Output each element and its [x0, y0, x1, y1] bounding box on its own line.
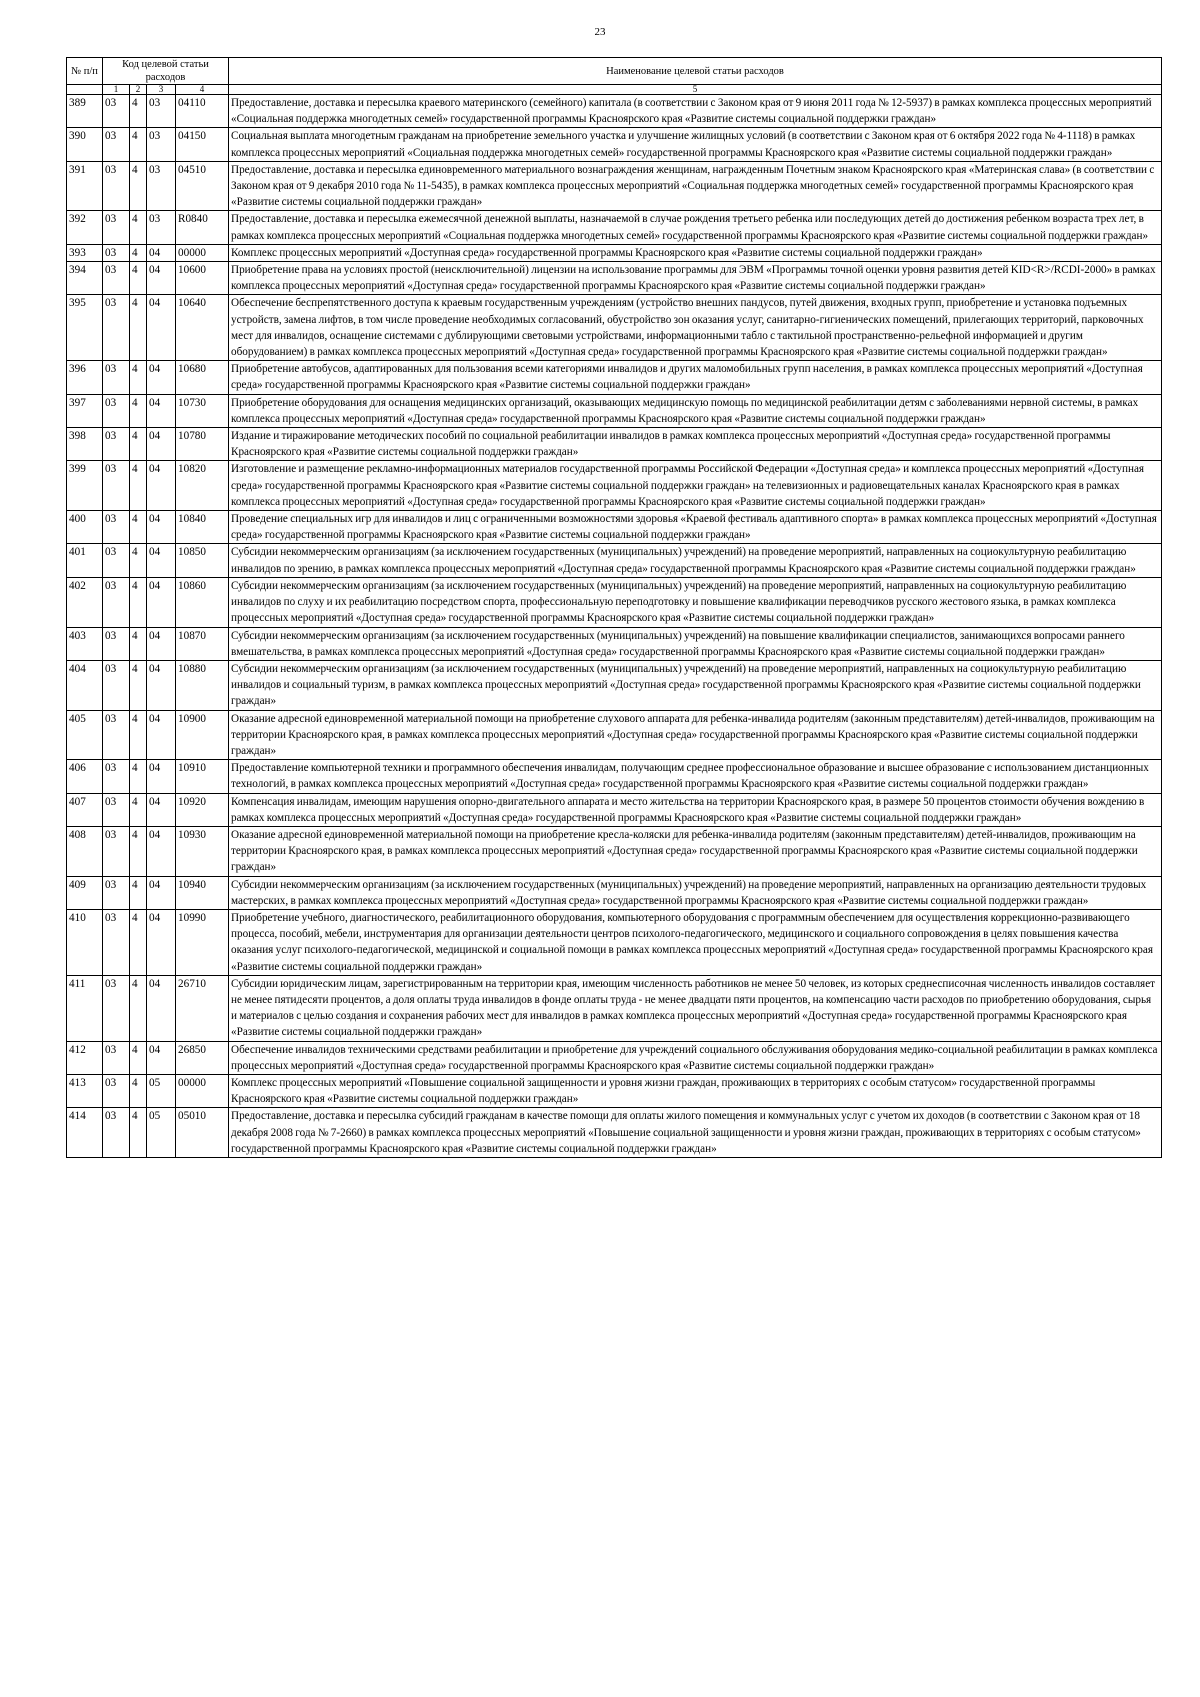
code-part-3: 04: [147, 262, 176, 295]
row-number: 393: [67, 244, 103, 261]
code-part-4: 10820: [176, 461, 229, 511]
code-part-2: 4: [130, 760, 147, 793]
table-row: [67, 295, 1162, 361]
table-row: [67, 710, 1162, 760]
row-number: 399: [67, 461, 103, 511]
table-row: [67, 1041, 1162, 1074]
code-part-3: 03: [147, 128, 176, 161]
code-part-4: 10780: [176, 428, 229, 461]
code-part-1: 03: [103, 161, 130, 211]
row-number: 402: [67, 577, 103, 627]
header-num: № п/п: [67, 58, 103, 85]
code-part-1: 03: [103, 760, 130, 793]
code-part-1: 03: [103, 1074, 130, 1107]
column-index: 3: [147, 85, 176, 95]
row-number: 389: [67, 95, 103, 128]
code-part-2: 4: [130, 128, 147, 161]
code-part-3: 04: [147, 793, 176, 826]
code-part-1: 03: [103, 876, 130, 909]
code-part-2: 4: [130, 394, 147, 427]
column-index-row: [67, 85, 1162, 95]
code-part-1: 03: [103, 128, 130, 161]
code-part-4: 10930: [176, 826, 229, 876]
row-number: 409: [67, 876, 103, 909]
expenditure-name: Изготовление и размещение рекламно-информационных материалов государственной программы Российской Федерации «Доступная среда» и комплекса процессных мероприятий «Доступная среда» государственной программы Красноярского края «Развитие системы социальной поддержки граждан» на телевизионных и радиовещательных каналах Красноярского края в рамках комплекса процессных мероприятий «Доступная среда» государственной программы Красноярского края «Развитие системы социальной поддержки граждан»: [229, 461, 1162, 511]
code-part-4: 04510: [176, 161, 229, 211]
code-part-3: 04: [147, 394, 176, 427]
code-part-2: 4: [130, 876, 147, 909]
code-part-4: 04150: [176, 128, 229, 161]
table-row: [67, 211, 1162, 244]
row-number: 398: [67, 428, 103, 461]
code-part-2: 4: [130, 577, 147, 627]
code-part-1: 03: [103, 394, 130, 427]
expenditure-name: Предоставление, доставка и пересылка единовременного материального вознаграждения женщинам, награжденным Почетным знаком Красноярского края «Материнская слава» (в соответствии с Законом края от 9 декабря 2010 года № 11-5435), в рамках комплекса процессных мероприятий «Социальная поддержка многодетных семей» государственной программы Красноярского края «Развитие системы социальной поддержки граждан»: [229, 161, 1162, 211]
table-row: [67, 361, 1162, 394]
code-part-1: 03: [103, 660, 130, 710]
code-part-4: 10850: [176, 544, 229, 577]
table-row: [67, 975, 1162, 1041]
code-part-1: 03: [103, 909, 130, 975]
code-part-1: 03: [103, 710, 130, 760]
row-number: 407: [67, 793, 103, 826]
code-part-3: 04: [147, 244, 176, 261]
code-part-4: 05010: [176, 1108, 229, 1158]
expenditure-name: Субсидии некоммерческим организациям (за исключением государственных (муниципальных) учреждений) на проведение мероприятий, направленных на организацию деятельности трудовых мастерских, в рамках комплекса процессных мероприятий «Доступная среда» государственной программы Красноярского края «Развитие системы социальной поддержки граждан»: [229, 876, 1162, 909]
code-part-2: 4: [130, 211, 147, 244]
code-part-2: 4: [130, 161, 147, 211]
code-part-3: 04: [147, 975, 176, 1041]
page-number: 23: [594, 26, 606, 38]
row-number: 394: [67, 262, 103, 295]
code-part-1: 03: [103, 975, 130, 1041]
table-row: [67, 244, 1162, 261]
code-part-2: 4: [130, 262, 147, 295]
code-part-1: 03: [103, 577, 130, 627]
code-part-2: 4: [130, 627, 147, 660]
table-row: [67, 1074, 1162, 1107]
code-part-4: 10920: [176, 793, 229, 826]
table-row: [67, 428, 1162, 461]
code-part-4: 10990: [176, 909, 229, 975]
code-part-2: 4: [130, 1041, 147, 1074]
code-part-1: 03: [103, 627, 130, 660]
code-part-3: 04: [147, 577, 176, 627]
row-number: 390: [67, 128, 103, 161]
row-number: 408: [67, 826, 103, 876]
expenditure-name: Издание и тиражирование методических пособий по социальной реабилитации инвалидов в рамках комплекса процессных мероприятий «Доступная среда» государственной программы Красноярского края «Развитие системы социальной поддержки граждан»: [229, 428, 1162, 461]
expenditure-name: Предоставление, доставка и пересылка краевого материнского (семейного) капитала (в соответствии с Законом края от 9 июня 2011 года № 12-5937) в рамках комплекса процессных мероприятий «Социальная поддержка многодетных семей» государственной программы Красноярского края «Развитие системы социальной поддержки граждан»: [229, 95, 1162, 128]
row-number: 401: [67, 544, 103, 577]
code-part-3: 04: [147, 876, 176, 909]
column-index: 4: [176, 85, 229, 95]
row-number: 405: [67, 710, 103, 760]
row-number: 413: [67, 1074, 103, 1107]
column-index: 2: [130, 85, 147, 95]
expenditure-name: Проведение специальных игр для инвалидов и лиц с ограниченными возможностями здоровья «Краевой фестиваль адаптивного спорта» в рамках комплекса процессных мероприятий «Доступная среда» государственной программы Красноярского края «Развитие системы социальной поддержки граждан»: [229, 511, 1162, 544]
table-row: [67, 760, 1162, 793]
table-row: [67, 95, 1162, 128]
code-part-3: 03: [147, 161, 176, 211]
table-row: [67, 909, 1162, 975]
code-part-1: 03: [103, 95, 130, 128]
code-part-2: 4: [130, 244, 147, 261]
row-number: 396: [67, 361, 103, 394]
code-part-4: 10730: [176, 394, 229, 427]
code-part-1: 03: [103, 511, 130, 544]
row-number: 404: [67, 660, 103, 710]
expenditure-name: Субсидии некоммерческим организациям (за исключением государственных (муниципальных) учреждений) на проведение мероприятий, направленных на социокультурную реабилитацию инвалидов по слуху и их реабилитацию посредством спорта, профессиональную переподготовку и повышение квалификации переводчиков русского жестового языка, в рамках комплекса процессных мероприятий «Доступная среда» государственной программы Красноярского края «Развитие системы социальной поддержки граждан»: [229, 577, 1162, 627]
table-row: [67, 876, 1162, 909]
code-part-1: 03: [103, 793, 130, 826]
row-number: 395: [67, 295, 103, 361]
expenditure-name: Оказание адресной единовременной материальной помощи на приобретение слухового аппарата для ребенка-инвалида родителям (законным представителям) детей-инвалидов, проживающим на территории Красноярского края, в рамках комплекса процессных мероприятий «Доступная среда» государственной программы Красноярского края «Развитие системы социальной поддержки граждан»: [229, 710, 1162, 760]
expenditure-name: Обеспечение беспрепятственного доступа к краевым государственным учреждениям (устройство внешних пандусов, путей движения, входных групп, приобретение и установка подъемных устройств, замена лифтов, в том числе проведение необходимых согласований, обустройство зон оказания услуг, санитарно-гигиенических помещений, прилегающих территорий, парковочных мест для инвалидов, оснащение системами с дублирующими световыми устройствами, информационными табло с тактильной пространственно-рельефной информацией и другим оборудованием) в рамках комплекса процессных мероприятий «Доступная среда» государственной программы Красноярского края «Развитие системы социальной поддержки граждан»: [229, 295, 1162, 361]
code-part-2: 4: [130, 361, 147, 394]
expenditure-name: Субсидии некоммерческим организациям (за исключением государственных (муниципальных) учреждений) на повышение квалификации специалистов, занимающихся вопросами раннего вмешательства, в рамках комплекса процессных мероприятий «Доступная среда» государственной программы Красноярского края «Развитие системы социальной поддержки граждан»: [229, 627, 1162, 660]
code-part-4: 26850: [176, 1041, 229, 1074]
code-part-4: 10840: [176, 511, 229, 544]
table-row: [67, 627, 1162, 660]
row-number: 412: [67, 1041, 103, 1074]
code-part-3: 04: [147, 361, 176, 394]
code-part-3: 04: [147, 461, 176, 511]
code-part-1: 03: [103, 244, 130, 261]
code-part-1: 03: [103, 1108, 130, 1158]
table-row: [67, 262, 1162, 295]
code-part-2: 4: [130, 1108, 147, 1158]
code-part-2: 4: [130, 95, 147, 128]
expenditure-name: Субсидии некоммерческим организациям (за исключением государственных (муниципальных) учреждений) на проведение мероприятий, направленных на социокультурную реабилитацию инвалидов по зрению, в рамках комплекса процессных мероприятий «Доступная среда» государственной программы Красноярского края «Развитие системы социальной поддержки граждан»: [229, 544, 1162, 577]
row-number: 411: [67, 975, 103, 1041]
column-index: 1: [103, 85, 130, 95]
code-part-3: 04: [147, 826, 176, 876]
code-part-4: 10600: [176, 262, 229, 295]
code-part-3: 04: [147, 295, 176, 361]
expenditure-name: Обеспечение инвалидов техническими средствами реабилитации и приобретение для учреждений социального обслуживания оборудования медико-социальной реабилитации в рамках комплекса процессных мероприятий «Доступная среда» государственной программы Красноярского края «Развитие системы социальной поддержки граждан»: [229, 1041, 1162, 1074]
code-part-4: 10900: [176, 710, 229, 760]
row-number: 403: [67, 627, 103, 660]
row-number: 391: [67, 161, 103, 211]
table-row: [67, 161, 1162, 211]
code-part-3: 04: [147, 660, 176, 710]
code-part-1: 03: [103, 544, 130, 577]
column-index: 5: [229, 85, 1162, 95]
code-part-2: 4: [130, 975, 147, 1041]
code-part-3: 04: [147, 627, 176, 660]
code-part-1: 03: [103, 211, 130, 244]
target-expenditure-table: [66, 57, 1162, 1158]
expenditure-name: Социальная выплата многодетным гражданам на приобретение земельного участка и улучшение жилищных условий (в соответствии с Законом края от 6 октября 2022 года № 4-1118) в рамках комплекса процессных мероприятий «Социальная поддержка многодетных семей» государственной программы Красноярского края «Развитие системы социальной поддержки граждан»: [229, 128, 1162, 161]
table-body: [67, 95, 1162, 1158]
code-part-3: 04: [147, 1041, 176, 1074]
code-part-4: 10940: [176, 876, 229, 909]
code-part-2: 4: [130, 909, 147, 975]
code-part-4: 00000: [176, 1074, 229, 1107]
column-index: [67, 85, 103, 95]
expenditure-name: Предоставление, доставка и пересылка ежемесячной денежной выплаты, назначаемой в случае рождения третьего ребенка или последующих детей до достижения ребенком возраста трех лет, в рамках комплекса процессных мероприятий «Социальная поддержка многодетных семей» государственной программы Красноярского края «Развитие системы социальной поддержки граждан»: [229, 211, 1162, 244]
expenditure-name: Приобретение учебного, диагностического, реабилитационного оборудования, компьютерного оборудования с программным обеспечением для осуществления коррекционно-развивающего процесса, пособий, мебели, инструментария для организации деятельности центров психолого-педагогического, медицинского и социального сопровождения в целях повышения качества оказания услуг психолого-педагогической, медицинской и социальной помощи в рамках комплекса процессных мероприятий «Доступная среда» государственной программы Красноярского края «Развитие системы социальной поддержки граждан»: [229, 909, 1162, 975]
table-row: [67, 461, 1162, 511]
code-part-2: 4: [130, 660, 147, 710]
code-part-4: 10860: [176, 577, 229, 627]
row-number: 410: [67, 909, 103, 975]
row-number: 392: [67, 211, 103, 244]
table-row: [67, 394, 1162, 427]
code-part-4: 26710: [176, 975, 229, 1041]
table-row: [67, 511, 1162, 544]
code-part-1: 03: [103, 1041, 130, 1074]
code-part-3: 05: [147, 1074, 176, 1107]
table-row: [67, 1108, 1162, 1158]
expenditure-name: Предоставление, доставка и пересылка субсидий гражданам в качестве помощи для оплаты жилого помещения и коммунальных услуг с учетом их доходов (в соответствии с Законом края от 18 декабря 2008 года № 7-2660) в рамках комплекса процессных мероприятий «Повышение социальной защищенности и уровня жизни граждан, проживающих в территориях с особым статусом» государственной программы Красноярского края «Развитие системы социальной поддержки граждан»: [229, 1108, 1162, 1158]
table-row: [67, 128, 1162, 161]
expenditure-name: Приобретение автобусов, адаптированных для пользования всеми категориями инвалидов и других маломобильных групп населения, в рамках комплекса процессных мероприятий «Доступная среда» государственной программы Красноярского края «Развитие системы социальной поддержки граждан»: [229, 361, 1162, 394]
row-number: 397: [67, 394, 103, 427]
code-part-1: 03: [103, 361, 130, 394]
code-part-4: 04110: [176, 95, 229, 128]
code-part-3: 04: [147, 909, 176, 975]
table-header-row: [67, 58, 1162, 85]
expenditure-name: Компенсация инвалидам, имеющим нарушения опорно-двигательного аппарата и место жительства на территории Красноярского края, в размере 50 процентов стоимости обучения вождению в рамках комплекса процессных мероприятий «Доступная среда» государственной программы Красноярского края «Развитие системы социальной поддержки граждан»: [229, 793, 1162, 826]
header-name: Наименование целевой статьи расходов: [229, 58, 1162, 85]
code-part-4: 10640: [176, 295, 229, 361]
expenditure-name: Приобретение оборудования для оснащения медицинских организаций, оказывающих медицинскую помощь по медицинской реабилитации детям с заболеваниями нервной системы, в рамках комплекса процессных мероприятий «Доступная среда» государственной программы Красноярского края «Развитие системы социальной поддержки граждан»: [229, 394, 1162, 427]
code-part-2: 4: [130, 428, 147, 461]
code-part-1: 03: [103, 461, 130, 511]
code-part-3: 04: [147, 544, 176, 577]
expenditure-name: Субсидии юридическим лицам, зарегистрированным на территории края, имеющим численность работников не менее 50 человек, из которых среднесписочная численность инвалидов составляет не менее пятидесяти процентов, а доля оплаты труда инвалидов в фонде оплаты труда - не менее двадцати пяти процентов, на компенсацию части расходов по приобретению оборудования, сырья и материалов с целью создания и сохранения рабочих мест для инвалидов в рамках комплекса процессных мероприятий «Доступная среда» государственной программы Красноярского края «Развитие системы социальной поддержки граждан»: [229, 975, 1162, 1041]
code-part-2: 4: [130, 710, 147, 760]
table-row: [67, 660, 1162, 710]
expenditure-name: Оказание адресной единовременной материальной помощи на приобретение кресла-коляски для ребенка-инвалида родителям (законным представителям) детей-инвалидов, проживающим на территории Красноярского края, в рамках комплекса процессных мероприятий «Доступная среда» государственной программы Красноярского края «Развитие системы социальной поддержки граждан»: [229, 826, 1162, 876]
code-part-2: 4: [130, 295, 147, 361]
code-part-2: 4: [130, 1074, 147, 1107]
row-number: 414: [67, 1108, 103, 1158]
code-part-2: 4: [130, 461, 147, 511]
code-part-4: 10870: [176, 627, 229, 660]
expenditure-name: Комплекс процессных мероприятий «Доступная среда» государственной программы Красноярского края «Развитие системы социальной поддержки граждан»: [229, 244, 1162, 261]
code-part-3: 03: [147, 95, 176, 128]
code-part-3: 04: [147, 511, 176, 544]
table-row: [67, 544, 1162, 577]
code-part-1: 03: [103, 295, 130, 361]
code-part-3: 04: [147, 428, 176, 461]
row-number: 406: [67, 760, 103, 793]
table-row: [67, 826, 1162, 876]
code-part-1: 03: [103, 428, 130, 461]
table-row: [67, 577, 1162, 627]
code-part-4: R0840: [176, 211, 229, 244]
code-part-3: 03: [147, 211, 176, 244]
code-part-1: 03: [103, 826, 130, 876]
expenditure-name: Субсидии некоммерческим организациям (за исключением государственных (муниципальных) учреждений) на проведение мероприятий, направленных на социокультурную реабилитацию инвалидов и социальный туризм, в рамках комплекса процессных мероприятий «Доступная среда» государственной программы Красноярского края «Развитие системы социальной поддержки граждан»: [229, 660, 1162, 710]
code-part-1: 03: [103, 262, 130, 295]
code-part-4: 10910: [176, 760, 229, 793]
code-part-2: 4: [130, 793, 147, 826]
expenditure-name: Приобретение права на условиях простой (неисключительной) лицензии на использование программы для ЭВМ «Программы точной оценки уровня развития детей KID<R>/RCDI-2000» в рамках комплекса процессных мероприятий «Доступная среда» государственной программы Красноярского края «Развитие системы социальной поддержки граждан»: [229, 262, 1162, 295]
code-part-3: 04: [147, 710, 176, 760]
code-part-4: 10880: [176, 660, 229, 710]
code-part-2: 4: [130, 511, 147, 544]
code-part-3: 05: [147, 1108, 176, 1158]
code-part-3: 04: [147, 760, 176, 793]
expenditure-name: Комплекс процессных мероприятий «Повышение социальной защищенности и уровня жизни граждан, проживающих в территориях с особым статусом» государственной программы Красноярского края «Развитие системы социальной поддержки граждан»: [229, 1074, 1162, 1107]
code-part-4: 10680: [176, 361, 229, 394]
code-part-2: 4: [130, 544, 147, 577]
row-number: 400: [67, 511, 103, 544]
code-part-2: 4: [130, 826, 147, 876]
expenditure-name: Предоставление компьютерной техники и программного обеспечения инвалидам, получающим среднее профессиональное образование и высшее образование с использованием дистанционных технологий, в рамках комплекса процессных мероприятий «Доступная среда» государственной программы Красноярского края «Развитие системы социальной поддержки граждан»: [229, 760, 1162, 793]
table-row: [67, 793, 1162, 826]
header-code-group: Код целевой статьи расходов: [103, 58, 229, 85]
code-part-4: 00000: [176, 244, 229, 261]
